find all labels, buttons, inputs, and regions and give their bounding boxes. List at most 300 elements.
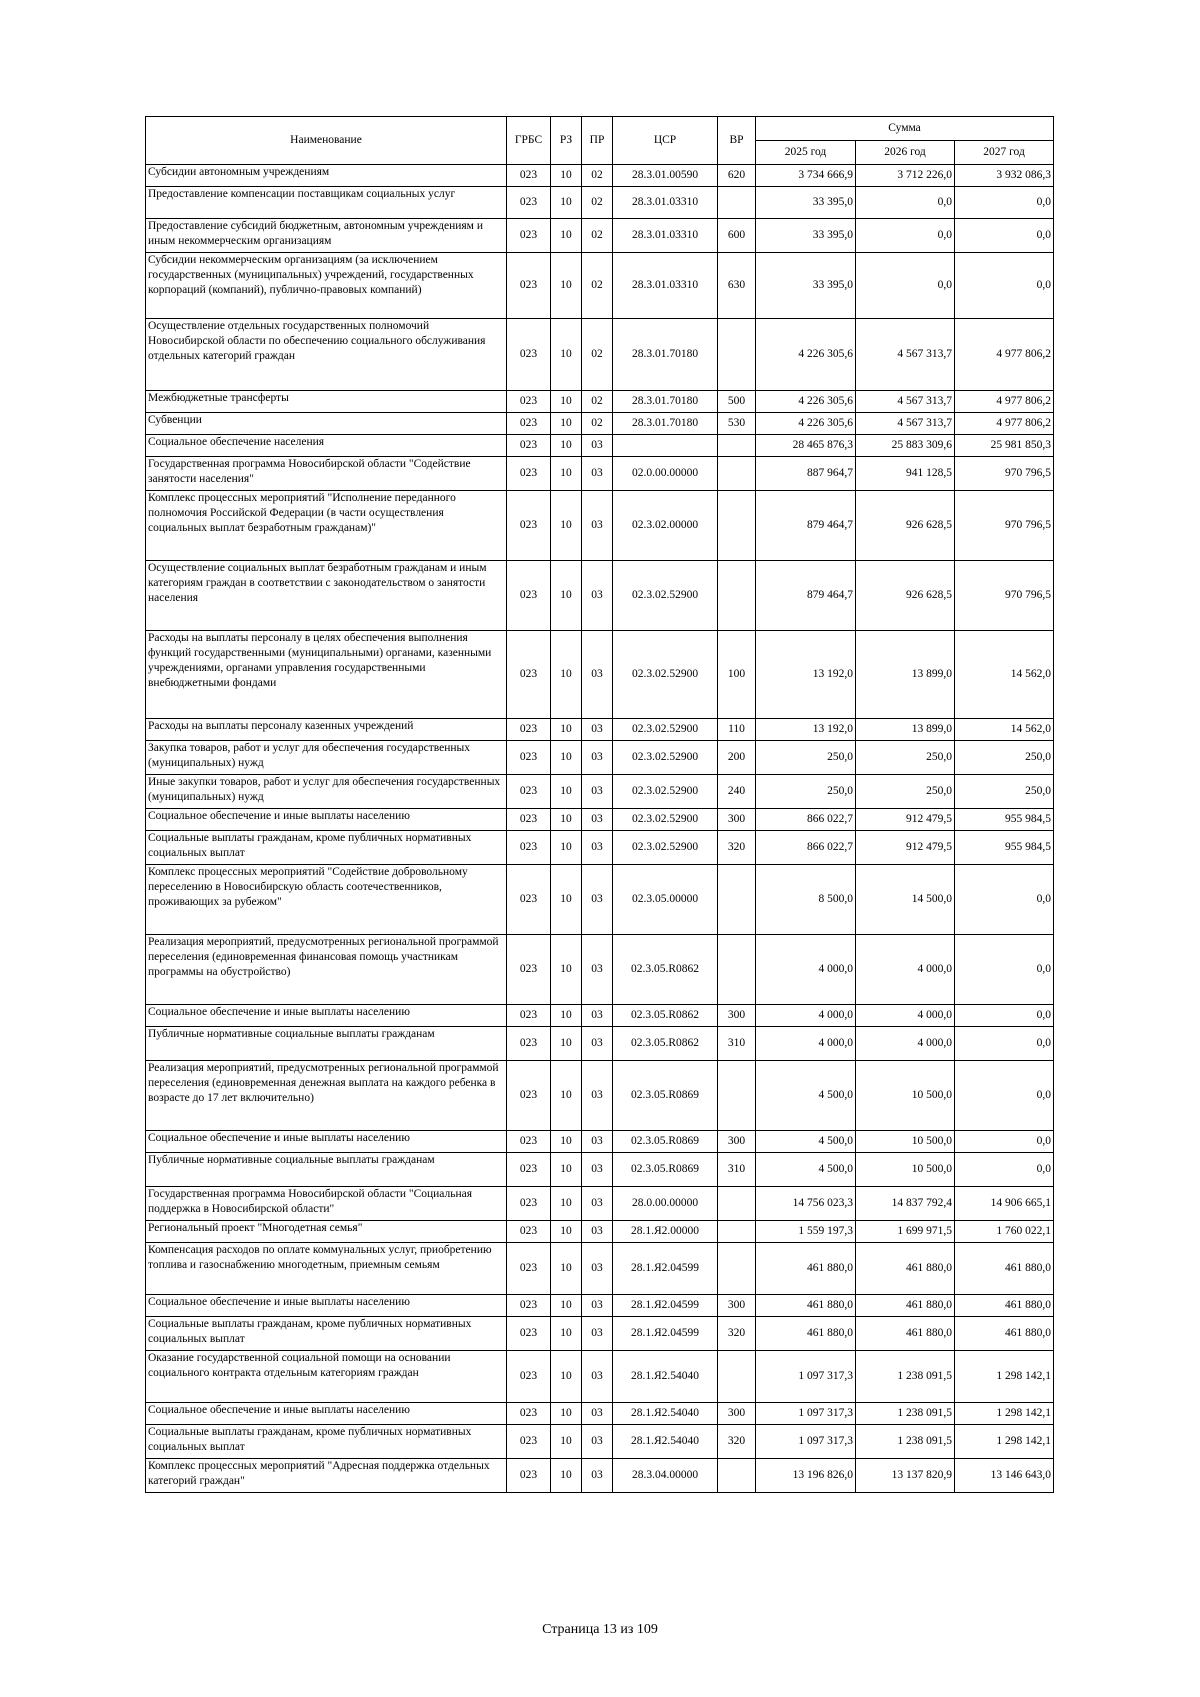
- row-grbs: 023: [507, 1295, 551, 1317]
- row-rz: 10: [551, 741, 582, 775]
- row-csr: 28.1.Я2.00000: [613, 1221, 718, 1243]
- row-vr: [718, 935, 756, 1005]
- row-2026: 4 000,0: [856, 935, 955, 1005]
- row-rz: 10: [551, 491, 582, 561]
- row-csr: 02.3.05.R0862: [613, 1027, 718, 1061]
- row-2025: 13 192,0: [756, 719, 856, 741]
- row-name: Публичные нормативные социальные выплаты гражданам: [146, 1027, 507, 1061]
- row-pr: 03: [582, 719, 613, 741]
- row-rz: 10: [551, 1403, 582, 1425]
- row-2025: 28 465 876,3: [756, 435, 856, 457]
- table-row: [146, 187, 1054, 219]
- row-2025: 866 022,7: [756, 831, 856, 865]
- row-rz: 10: [551, 1243, 582, 1295]
- row-rz: 10: [551, 319, 582, 391]
- row-name: Осуществление отдельных государственных полномочий Новосибирской области по обеспечению социального обслуживания отдельных категорий граждан: [146, 319, 507, 391]
- row-2026: 4 000,0: [856, 1005, 955, 1027]
- row-2027: 14 562,0: [955, 631, 1054, 719]
- row-pr: 03: [582, 935, 613, 1005]
- row-name: Социальное обеспечение и иные выплаты населению: [146, 809, 507, 831]
- table-row: [146, 391, 1054, 413]
- row-grbs: 023: [507, 1351, 551, 1403]
- row-pr: 03: [582, 631, 613, 719]
- row-grbs: 023: [507, 741, 551, 775]
- header-name: Наименование: [146, 117, 507, 165]
- row-pr: 02: [582, 319, 613, 391]
- row-name: Расходы на выплаты персоналу казенных учреждений: [146, 719, 507, 741]
- row-2027: 461 880,0: [955, 1243, 1054, 1295]
- row-rz: 10: [551, 187, 582, 219]
- row-vr: 100: [718, 631, 756, 719]
- row-rz: 10: [551, 1295, 582, 1317]
- row-pr: 03: [582, 865, 613, 935]
- row-grbs: 023: [507, 1459, 551, 1493]
- row-pr: 02: [582, 253, 613, 319]
- row-pr: 03: [582, 435, 613, 457]
- row-name: Субвенции: [146, 413, 507, 435]
- row-2025: 879 464,7: [756, 561, 856, 631]
- row-rz: 10: [551, 631, 582, 719]
- row-name: Компенсация расходов по оплате коммунальных услуг, приобретению топлива и газоснабжению многодетным, приемным семьям: [146, 1243, 507, 1295]
- row-grbs: 023: [507, 491, 551, 561]
- row-pr: 02: [582, 187, 613, 219]
- row-pr: 02: [582, 391, 613, 413]
- table-header: [146, 117, 1054, 165]
- row-2027: 461 880,0: [955, 1295, 1054, 1317]
- row-pr: 03: [582, 1317, 613, 1351]
- row-2025: 4 226 305,6: [756, 319, 856, 391]
- row-2025: 13 192,0: [756, 631, 856, 719]
- row-2027: 3 932 086,3: [955, 165, 1054, 187]
- row-2025: 1 559 197,3: [756, 1221, 856, 1243]
- table-row: [146, 1061, 1054, 1131]
- row-name: Предоставление субсидий бюджетным, автономным учреждениям и иным некоммерческим организациям: [146, 219, 507, 253]
- row-csr: [613, 435, 718, 457]
- row-vr: 620: [718, 165, 756, 187]
- row-2025: 4 500,0: [756, 1153, 856, 1187]
- table-row: [146, 1005, 1054, 1027]
- row-grbs: 023: [507, 775, 551, 809]
- row-2027: 4 977 806,2: [955, 391, 1054, 413]
- row-2025: 3 734 666,9: [756, 165, 856, 187]
- row-2025: 887 964,7: [756, 457, 856, 491]
- row-2026: 1 238 091,5: [856, 1425, 955, 1459]
- row-2027: 13 146 643,0: [955, 1459, 1054, 1493]
- row-name: Оказание государственной социальной помощи на основании социального контракта отдельным категориям граждан: [146, 1351, 507, 1403]
- table-row: [146, 1153, 1054, 1187]
- table-row: [146, 219, 1054, 253]
- row-csr: 02.3.05.R0862: [613, 1005, 718, 1027]
- row-2025: 1 097 317,3: [756, 1403, 856, 1425]
- row-csr: 28.3.04.00000: [613, 1459, 718, 1493]
- header-year-2026: 2026 год: [856, 141, 955, 165]
- row-2026: 461 880,0: [856, 1243, 955, 1295]
- row-vr: 300: [718, 809, 756, 831]
- row-csr: 28.0.00.00000: [613, 1187, 718, 1221]
- row-rz: 10: [551, 775, 582, 809]
- row-rz: 10: [551, 391, 582, 413]
- row-2026: 3 712 226,0: [856, 165, 955, 187]
- row-2027: 0,0: [955, 187, 1054, 219]
- row-vr: 320: [718, 1425, 756, 1459]
- row-csr: 28.3.01.70180: [613, 391, 718, 413]
- row-2027: 970 796,5: [955, 491, 1054, 561]
- row-rz: 10: [551, 1317, 582, 1351]
- row-pr: 03: [582, 775, 613, 809]
- row-2025: 1 097 317,3: [756, 1351, 856, 1403]
- row-rz: 10: [551, 1131, 582, 1153]
- row-csr: 28.1.Я2.54040: [613, 1351, 718, 1403]
- row-name: Осуществление социальных выплат безработным гражданам и иным категориям граждан в соответствии с законодательством о занятости населения: [146, 561, 507, 631]
- row-name: Комплекс процессных мероприятий "Адресная поддержка отдельных категорий граждан": [146, 1459, 507, 1493]
- row-2025: 33 395,0: [756, 253, 856, 319]
- row-rz: 10: [551, 1005, 582, 1027]
- row-rz: 10: [551, 1459, 582, 1493]
- row-2025: 8 500,0: [756, 865, 856, 935]
- row-grbs: 023: [507, 935, 551, 1005]
- row-grbs: 023: [507, 413, 551, 435]
- row-csr: 28.1.Я2.54040: [613, 1425, 718, 1459]
- table-row: [146, 719, 1054, 741]
- row-pr: 02: [582, 165, 613, 187]
- header-pr: ПР: [582, 117, 613, 165]
- row-2026: 912 479,5: [856, 809, 955, 831]
- row-csr: 02.3.05.R0862: [613, 935, 718, 1005]
- row-name: Комплекс процессных мероприятий "Исполнение переданного полномочия Российской Федерации (в части осуществления социальных выплат безработным гражданам)": [146, 491, 507, 561]
- row-name: Субсидии некоммерческим организациям (за исключением государственных (муниципальных) учреждений, государственных корпораций (компаний), публично-правовых компаний): [146, 253, 507, 319]
- row-vr: [718, 561, 756, 631]
- row-2027: 0,0: [955, 935, 1054, 1005]
- row-2025: 4 226 305,6: [756, 413, 856, 435]
- table-row: [146, 457, 1054, 491]
- row-2026: 0,0: [856, 253, 955, 319]
- row-vr: 200: [718, 741, 756, 775]
- row-2027: 461 880,0: [955, 1317, 1054, 1351]
- table-row: [146, 253, 1054, 319]
- header-rz: РЗ: [551, 117, 582, 165]
- row-rz: 10: [551, 1061, 582, 1131]
- row-pr: 03: [582, 1005, 613, 1027]
- row-pr: 03: [582, 561, 613, 631]
- table-row: [146, 935, 1054, 1005]
- table-row: [146, 491, 1054, 561]
- row-2025: 33 395,0: [756, 219, 856, 253]
- row-2025: 250,0: [756, 775, 856, 809]
- row-rz: 10: [551, 561, 582, 631]
- header-year-2025: 2025 год: [756, 141, 856, 165]
- row-name: Иные закупки товаров, работ и услуг для обеспечения государственных (муниципальных) нужд: [146, 775, 507, 809]
- row-2026: 14 500,0: [856, 865, 955, 935]
- row-grbs: 023: [507, 1027, 551, 1061]
- row-name: Социальное обеспечение и иные выплаты населению: [146, 1403, 507, 1425]
- row-pr: 03: [582, 491, 613, 561]
- row-2027: 0,0: [955, 1027, 1054, 1061]
- row-csr: 28.3.01.03310: [613, 187, 718, 219]
- row-grbs: 023: [507, 1061, 551, 1131]
- row-grbs: 023: [507, 391, 551, 413]
- row-grbs: 023: [507, 1403, 551, 1425]
- row-grbs: 023: [507, 1243, 551, 1295]
- row-vr: 500: [718, 391, 756, 413]
- row-csr: 02.3.05.R0869: [613, 1131, 718, 1153]
- row-csr: 02.3.02.52900: [613, 741, 718, 775]
- row-2026: 926 628,5: [856, 561, 955, 631]
- row-2026: 10 500,0: [856, 1061, 955, 1131]
- row-2026: 250,0: [856, 775, 955, 809]
- row-2026: 13 137 820,9: [856, 1459, 955, 1493]
- row-csr: 02.3.02.52900: [613, 561, 718, 631]
- row-grbs: 023: [507, 319, 551, 391]
- row-csr: 28.3.01.70180: [613, 413, 718, 435]
- row-vr: 300: [718, 1403, 756, 1425]
- row-2026: 461 880,0: [856, 1295, 955, 1317]
- row-name: Социальные выплаты гражданам, кроме публичных нормативных социальных выплат: [146, 831, 507, 865]
- row-pr: 02: [582, 219, 613, 253]
- row-rz: 10: [551, 935, 582, 1005]
- table-row: [146, 631, 1054, 719]
- table-row: [146, 775, 1054, 809]
- row-vr: 630: [718, 253, 756, 319]
- row-rz: 10: [551, 435, 582, 457]
- row-name: Комплекс процессных мероприятий "Содействие добровольному переселению в Новосибирскую область соотечественников, проживающих за рубежом": [146, 865, 507, 935]
- row-2026: 250,0: [856, 741, 955, 775]
- table-row: [146, 1295, 1054, 1317]
- row-vr: [718, 435, 756, 457]
- row-2027: 0,0: [955, 219, 1054, 253]
- row-vr: 320: [718, 1317, 756, 1351]
- row-2027: 4 977 806,2: [955, 319, 1054, 391]
- row-name: Социальные выплаты гражданам, кроме публичных нормативных социальных выплат: [146, 1317, 507, 1351]
- row-name: Реализация мероприятий, предусмотренных региональной программой переселения (единовременная денежная выплата на каждого ребенка в возрасте до 17 лет включительно): [146, 1061, 507, 1131]
- table-row: [146, 1459, 1054, 1493]
- row-pr: 03: [582, 1351, 613, 1403]
- row-name: Социальное обеспечение и иные выплаты населению: [146, 1295, 507, 1317]
- row-csr: 28.3.01.70180: [613, 319, 718, 391]
- row-vr: 240: [718, 775, 756, 809]
- row-name: Реализация мероприятий, предусмотренных региональной программой переселения (единовременная финансовая помощь участникам программы на обустройство): [146, 935, 507, 1005]
- row-2026: 13 899,0: [856, 719, 955, 741]
- row-2025: 461 880,0: [756, 1243, 856, 1295]
- row-rz: 10: [551, 1425, 582, 1459]
- row-2026: 926 628,5: [856, 491, 955, 561]
- row-2027: 250,0: [955, 741, 1054, 775]
- row-rz: 10: [551, 165, 582, 187]
- row-grbs: 023: [507, 809, 551, 831]
- row-2026: 10 500,0: [856, 1153, 955, 1187]
- row-grbs: 023: [507, 1153, 551, 1187]
- table-row: [146, 1221, 1054, 1243]
- row-name: Государственная программа Новосибирской области "Содействие занятости населения": [146, 457, 507, 491]
- row-2025: 461 880,0: [756, 1317, 856, 1351]
- row-2026: 1 238 091,5: [856, 1351, 955, 1403]
- row-csr: 02.3.05.R0869: [613, 1153, 718, 1187]
- row-grbs: 023: [507, 1425, 551, 1459]
- row-2026: 13 899,0: [856, 631, 955, 719]
- row-2027: 25 981 850,3: [955, 435, 1054, 457]
- table-row: [146, 1351, 1054, 1403]
- row-vr: [718, 319, 756, 391]
- row-2027: 970 796,5: [955, 457, 1054, 491]
- row-grbs: 023: [507, 187, 551, 219]
- row-2027: 955 984,5: [955, 831, 1054, 865]
- row-2027: 0,0: [955, 253, 1054, 319]
- row-rz: 10: [551, 831, 582, 865]
- row-pr: 03: [582, 1027, 613, 1061]
- row-2025: 4 000,0: [756, 1005, 856, 1027]
- row-2026: 4 000,0: [856, 1027, 955, 1061]
- row-csr: 28.1.Я2.04599: [613, 1243, 718, 1295]
- row-csr: 28.3.01.03310: [613, 219, 718, 253]
- table-row: [146, 865, 1054, 935]
- row-grbs: 023: [507, 457, 551, 491]
- table-row: [146, 1403, 1054, 1425]
- row-csr: 02.3.02.52900: [613, 719, 718, 741]
- row-2027: 0,0: [955, 865, 1054, 935]
- row-2027: 970 796,5: [955, 561, 1054, 631]
- row-rz: 10: [551, 1351, 582, 1403]
- row-rz: 10: [551, 865, 582, 935]
- row-name: Закупка товаров, работ и услуг для обеспечения государственных (муниципальных) нужд: [146, 741, 507, 775]
- row-2027: 1 760 022,1: [955, 1221, 1054, 1243]
- row-2025: 4 500,0: [756, 1061, 856, 1131]
- row-name: Межбюджетные трансферты: [146, 391, 507, 413]
- row-vr: [718, 491, 756, 561]
- row-vr: [718, 1459, 756, 1493]
- row-csr: 02.3.02.52900: [613, 809, 718, 831]
- row-2027: 4 977 806,2: [955, 413, 1054, 435]
- row-pr: 03: [582, 1061, 613, 1131]
- row-vr: 300: [718, 1131, 756, 1153]
- row-2027: 14 906 665,1: [955, 1187, 1054, 1221]
- table-body: [146, 165, 1054, 1493]
- row-pr: 03: [582, 1187, 613, 1221]
- row-grbs: 023: [507, 253, 551, 319]
- row-pr: 03: [582, 1295, 613, 1317]
- row-rz: 10: [551, 413, 582, 435]
- row-2026: 4 567 313,7: [856, 391, 955, 413]
- row-2025: 4 500,0: [756, 1131, 856, 1153]
- row-vr: [718, 187, 756, 219]
- row-csr: 02.3.05.R0869: [613, 1061, 718, 1131]
- row-2027: 250,0: [955, 775, 1054, 809]
- row-2027: 1 298 142,1: [955, 1403, 1054, 1425]
- table-row: [146, 741, 1054, 775]
- table-row: [146, 561, 1054, 631]
- row-rz: 10: [551, 457, 582, 491]
- header-sum: Сумма: [756, 117, 1054, 141]
- row-vr: [718, 1243, 756, 1295]
- row-grbs: 023: [507, 1005, 551, 1027]
- row-2027: 1 298 142,1: [955, 1425, 1054, 1459]
- row-csr: 02.3.02.52900: [613, 831, 718, 865]
- row-pr: 03: [582, 1403, 613, 1425]
- row-name: Расходы на выплаты персоналу в целях обеспечения выполнения функций государственными (муниципальными) органами, казенными учреждениями, органами управления государственными внебюджетными фондами: [146, 631, 507, 719]
- row-2025: 461 880,0: [756, 1295, 856, 1317]
- table-row: [146, 1243, 1054, 1295]
- row-pr: 03: [582, 741, 613, 775]
- row-name: Субсидии автономным учреждениям: [146, 165, 507, 187]
- row-2025: 250,0: [756, 741, 856, 775]
- row-csr: 28.1.Я2.54040: [613, 1403, 718, 1425]
- header-vr: ВР: [718, 117, 756, 165]
- row-2026: 1 699 971,5: [856, 1221, 955, 1243]
- row-2025: 13 196 826,0: [756, 1459, 856, 1493]
- row-2026: 14 837 792,4: [856, 1187, 955, 1221]
- row-rz: 10: [551, 1027, 582, 1061]
- row-vr: [718, 1187, 756, 1221]
- row-2026: 912 479,5: [856, 831, 955, 865]
- row-2026: 461 880,0: [856, 1317, 955, 1351]
- row-2027: 0,0: [955, 1131, 1054, 1153]
- row-2026: 941 128,5: [856, 457, 955, 491]
- table-row: [146, 413, 1054, 435]
- row-pr: 03: [582, 1459, 613, 1493]
- row-name: Публичные нормативные социальные выплаты гражданам: [146, 1153, 507, 1187]
- row-grbs: 023: [507, 1187, 551, 1221]
- row-2026: 4 567 313,7: [856, 319, 955, 391]
- row-vr: [718, 1221, 756, 1243]
- row-csr: 28.1.Я2.04599: [613, 1295, 718, 1317]
- row-grbs: 023: [507, 719, 551, 741]
- row-vr: [718, 1351, 756, 1403]
- row-rz: 10: [551, 1221, 582, 1243]
- row-2025: 866 022,7: [756, 809, 856, 831]
- row-grbs: 023: [507, 831, 551, 865]
- row-grbs: 023: [507, 561, 551, 631]
- row-vr: [718, 1061, 756, 1131]
- row-csr: 28.1.Я2.04599: [613, 1317, 718, 1351]
- row-name: Региональный проект "Многодетная семья": [146, 1221, 507, 1243]
- row-2027: 955 984,5: [955, 809, 1054, 831]
- row-pr: 03: [582, 1243, 613, 1295]
- row-name: Государственная программа Новосибирской области "Социальная поддержка в Новосибирской области": [146, 1187, 507, 1221]
- row-2026: 4 567 313,7: [856, 413, 955, 435]
- row-rz: 10: [551, 1187, 582, 1221]
- row-pr: 03: [582, 1221, 613, 1243]
- row-rz: 10: [551, 809, 582, 831]
- row-pr: 02: [582, 413, 613, 435]
- row-csr: 02.3.02.00000: [613, 491, 718, 561]
- row-2025: 4 226 305,6: [756, 391, 856, 413]
- row-vr: [718, 457, 756, 491]
- table-row: [146, 319, 1054, 391]
- budget-table: [145, 116, 1054, 1493]
- table-row: [146, 1131, 1054, 1153]
- row-pr: 03: [582, 1425, 613, 1459]
- table-row: [146, 165, 1054, 187]
- row-2027: 0,0: [955, 1061, 1054, 1131]
- row-grbs: 023: [507, 1317, 551, 1351]
- row-grbs: 023: [507, 1221, 551, 1243]
- row-vr: 600: [718, 219, 756, 253]
- table-row: [146, 1027, 1054, 1061]
- row-2025: 1 097 317,3: [756, 1425, 856, 1459]
- row-rz: 10: [551, 719, 582, 741]
- row-csr: 02.3.05.00000: [613, 865, 718, 935]
- row-vr: 300: [718, 1295, 756, 1317]
- row-rz: 10: [551, 1153, 582, 1187]
- row-2027: 0,0: [955, 1153, 1054, 1187]
- row-grbs: 023: [507, 865, 551, 935]
- row-pr: 03: [582, 1153, 613, 1187]
- row-2025: 14 756 023,3: [756, 1187, 856, 1221]
- page-number: Страница 13 из 109: [542, 1622, 658, 1637]
- row-vr: 300: [718, 1005, 756, 1027]
- row-pr: 03: [582, 809, 613, 831]
- table-row: [146, 1425, 1054, 1459]
- header-year-2027: 2027 год: [955, 141, 1054, 165]
- row-2025: 879 464,7: [756, 491, 856, 561]
